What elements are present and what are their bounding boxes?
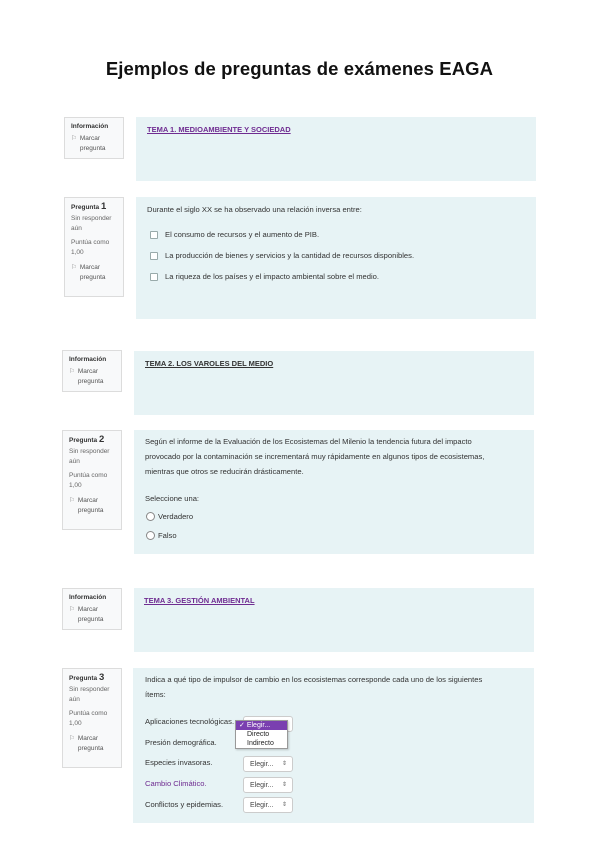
match-item-5: Conflictos y epidemias.	[145, 800, 224, 809]
question-number: 3	[98, 672, 105, 683]
radio-button[interactable]	[146, 531, 155, 540]
question-prefix: Pregunta	[71, 204, 100, 211]
option-label: Falso	[158, 531, 177, 540]
topic-link-3[interactable]: TEMA 3. GESTIÓN AMBIENTAL	[144, 596, 255, 605]
check-icon: ✓	[239, 722, 245, 729]
flag-question-link[interactable]	[69, 734, 115, 755]
q1-option-3[interactable]	[150, 272, 379, 281]
flag-icon: ⚐	[71, 263, 77, 271]
option-text: Elegir...	[246, 722, 271, 729]
flag-question-link[interactable]	[71, 134, 117, 155]
topic-link-2[interactable]: TEMA 2. LOS VAROLES DEL MEDIO	[145, 359, 274, 368]
dropdown-option-indirecto[interactable]: Indirecto	[247, 740, 274, 747]
flag-icon: ⚐	[69, 496, 75, 504]
info-heading: Información	[69, 356, 107, 363]
q2-option-false[interactable]	[146, 531, 177, 540]
question-2-prompt-line-1: Según el informe de la Evaluación de los Ecosistemas del Milenio la tendencia futura del impacto	[145, 437, 472, 446]
info-block-3	[62, 588, 122, 630]
question-number: 1	[100, 201, 107, 212]
flag-question-link[interactable]	[69, 605, 115, 626]
question-info-2	[62, 430, 122, 530]
info-block-2	[62, 350, 122, 392]
option-label: Verdadero	[158, 512, 194, 521]
question-status: Sin responder aún	[71, 214, 112, 232]
checkbox[interactable]	[150, 231, 158, 239]
topic-link-1[interactable]: TEMA 1. MEDIOAMBIENTE Y SOCIEDAD	[147, 125, 291, 134]
q1-option-2[interactable]	[150, 251, 414, 260]
flag-question-link[interactable]	[69, 496, 115, 517]
q2-option-true[interactable]	[146, 512, 193, 521]
select-value: Elegir...	[250, 760, 274, 768]
select-caret-icon: ⇕	[281, 761, 287, 767]
match-select-3[interactable]	[243, 756, 293, 772]
question-score: Puntúa como 1,00	[71, 238, 110, 256]
match-item-1: Aplicaciones tecnológicas.	[145, 717, 235, 726]
question-2-prompt-line-3: mientras que otros se reducirán drásticamente.	[145, 467, 304, 476]
question-status: Sin responder aún	[69, 447, 110, 465]
question-score: Puntúa como 1,00	[69, 471, 108, 489]
info-heading: Información	[71, 123, 109, 130]
dropdown-option-directo[interactable]: Directo	[247, 731, 270, 738]
select-dropdown-menu	[235, 720, 288, 749]
question-info-3	[62, 668, 122, 768]
flag-icon: ⚐	[69, 734, 75, 742]
question-score: Puntúa como 1,00	[69, 709, 108, 727]
radio-button[interactable]	[146, 512, 155, 521]
select-caret-icon: ⇕	[281, 782, 287, 788]
flag-icon: ⚐	[69, 605, 75, 613]
match-item-2: Presión demográfica.	[145, 738, 217, 747]
flag-question-link[interactable]	[69, 367, 115, 388]
option-label: El consumo de recursos y el aumento de PIB.	[165, 230, 320, 239]
select-value: Elegir...	[250, 801, 274, 809]
question-prefix: Pregunta	[69, 675, 98, 682]
question-2-prompt-line-2: provocado por la contaminación se incrementará muy rápidamente en algunos tipos de ecosistemas,	[145, 452, 485, 461]
select-one-label: Seleccione una:	[145, 494, 200, 503]
question-info-1	[64, 197, 124, 297]
match-select-5[interactable]	[243, 797, 293, 813]
select-caret-icon: ⇕	[281, 802, 287, 808]
flag-label: Marcar pregunta	[79, 263, 106, 281]
option-label: La producción de bienes y servicios y la cantidad de recursos disponibles.	[165, 251, 415, 260]
q1-option-1[interactable]	[150, 230, 319, 239]
match-select-4[interactable]	[243, 777, 293, 793]
page-title: Ejemplos de preguntas de exámenes EAGA	[105, 58, 494, 79]
question-1-prompt: Durante el siglo XX se ha observado una relación inversa entre:	[147, 205, 362, 214]
info-block-1	[64, 117, 124, 159]
question-number: 2	[98, 434, 105, 445]
flag-icon: ⚐	[69, 367, 75, 375]
option-label: La riqueza de los países y el impacto ambiental sobre el medio.	[165, 272, 380, 281]
select-value: Elegir...	[250, 781, 274, 789]
dropdown-option-elegir[interactable]	[236, 721, 287, 730]
flag-label: Marcar pregunta	[77, 734, 104, 752]
checkbox[interactable]	[150, 273, 158, 281]
flag-label: Marcar pregunta	[79, 134, 106, 152]
match-item-4: Cambio Climático.	[145, 779, 207, 788]
info-heading: Información	[69, 594, 107, 601]
question-3-prompt-line-2: ítems:	[145, 690, 166, 699]
question-prefix: Pregunta	[69, 437, 98, 444]
flag-question-link[interactable]	[71, 263, 117, 284]
flag-icon: ⚐	[71, 134, 77, 142]
checkbox[interactable]	[150, 252, 158, 260]
flag-label: Marcar pregunta	[77, 496, 104, 514]
question-3-prompt-line-1: Indica a qué tipo de impulsor de cambio en los ecosistemas corresponde cada uno de los siguientes	[145, 675, 483, 684]
flag-label: Marcar pregunta	[77, 605, 104, 623]
question-status: Sin responder aún	[69, 685, 110, 703]
match-item-3: Especies invasoras.	[145, 758, 213, 767]
flag-label: Marcar pregunta	[77, 367, 104, 385]
